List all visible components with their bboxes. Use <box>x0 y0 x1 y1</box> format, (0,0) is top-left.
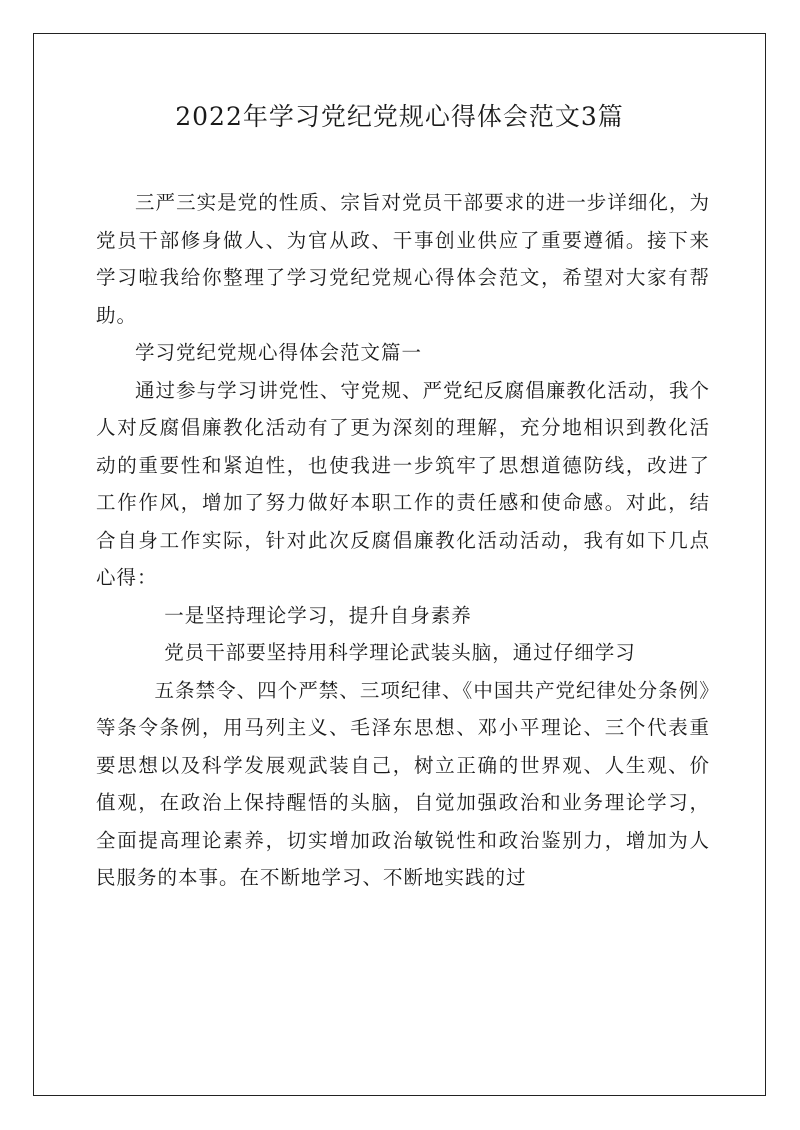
document-body <box>96 184 710 897</box>
subheading: 一是坚持理论学习，提升自身素养 <box>164 603 472 627</box>
intro-paragraph: 三严三实是党的性质、宗旨对党员干部要求的进一步详细化，为党员干部修身做人、为官从政、干事创业供应了重要遵循。接下来学习啦我给你整理了学习党纪党规心得体会范文，希望对大家有帮助。 <box>96 191 710 327</box>
section-heading: 学习党纪党规心得体会范文篇一 <box>135 341 423 364</box>
body-paragraph: 通过参与学习讲党性、守党规、严党纪反腐倡廉教化活动，我个人对反腐倡廉教化活动有了更为深刻的理解，充分地相识到教化活动的重要性和紧迫性，也使我进一步筑牢了思想道德防线，改进了工作作风，增加了努力做好本职工作的责任感和使命感。对此，结合自身工作实际，针对此次反腐倡廉教化活动活动，我有如下几点心得： <box>96 378 710 589</box>
document-title: 2022年学习党纪党规心得体会范文3篇 <box>175 102 624 131</box>
body-paragraph: 党员干部要坚持用科学理论武装头脑，通过仔细学习 <box>164 641 636 664</box>
body-paragraph: 五条禁令、四个严禁、三项纪律、《中国共产党纪律处分条例》等条令条例，用马列主义、毛泽东思想、邓小平理论、三个代表重要思想以及科学发展观武装自己，树立正确的世界观、人生观、价值观，在政治上保持醒悟的头脑，自觉加强政治和业务理论学习，全面提高理论素养，切实增加政治敏锐性和政治鉴别力，增加为人民服务的本事。在不断地学习、不断地实践的过 <box>96 678 710 889</box>
